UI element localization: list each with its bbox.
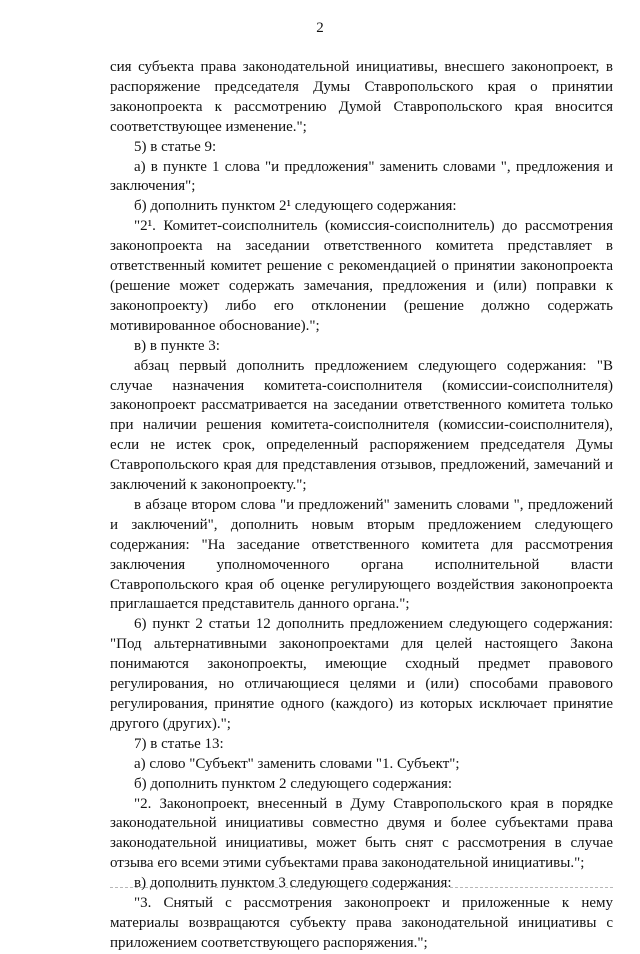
paragraph-first-addition: абзац первый дополнить предложением следующего содержания: "В случае назначения комитета-соисполнителя (комиссии-соисполнителя) законопроект рассматривается на заседании ответственного комитета только при наличии решения комитета-соисполнителя (комиссии-соисполнителя), если не истек срок, определенный распоряжением председателя Думы Ставропольского края для представления отзывов, предложений, замечаний и заключений к законопроекту."; xyxy=(110,357,613,494)
subitem-5a: а) в пункте 1 слова "и предложения" заменить словами ", предложения и заключения"; xyxy=(110,158,613,195)
subitem-5v: в) в пункте 3: xyxy=(134,337,220,354)
quoted-point-3: "3. Снятый с рассмотрения законопроект и приложенные к нему материалы возвращаются субъекту права законодательной инициативы с приложением соответствующего распоряжения."; xyxy=(110,895,613,951)
page-number: 2 xyxy=(316,20,324,36)
subitem-7a: а) слово "Субъект" заменить словами "1. Субъект"; xyxy=(134,755,460,772)
paragraph-second-amendment: в абзаце втором слова "и предложений" заменить словами ", предложений и заключений", дополнить новым вторым предложением следующего содержания: "На заседание ответственного комитета для рассмотрения заключения уполномоченного органа исполнительной власти Ставропольского края об оценке регулирующего воздействия законопроекта приглашается представитель данного органа."; xyxy=(110,496,613,613)
footer-rule xyxy=(110,887,613,889)
item-7-article-13: 7) в статье 13: xyxy=(134,735,224,752)
subitem-5b: б) дополнить пунктом 2¹ следующего содержания: xyxy=(134,198,457,215)
document-body xyxy=(110,58,613,954)
subitem-7v: в) дополнить пунктом 3 следующего содержания: xyxy=(134,875,452,892)
item-6-article-12: 6) пункт 2 статьи 12 дополнить предложением следующего содержания: "Под альтернативными законопроектами для целей настоящего Закона понимаются законопроекты, имеющие сходный предмет правового регулирования, но отличающиеся целями и (или) способами правового регулирования, принятие одного (каждого) из которых исключает принятие другого (других)."; xyxy=(110,616,613,732)
paragraph-continuation: сия субъекта права законодательной инициативы, внесшего законопроект, в распоряжение председателя Думы Ставропольского края о принятии законопроекта к рассмотрению Думой Ставропольского края вносится соответствующее изменение."; xyxy=(110,59,613,135)
quoted-point-2-1: "2¹. Комитет-соисполнитель (комиссия-соисполнитель) до рассмотрения законопроекта на заседании ответственного комитета представляет в ответственный комитет решение с рекомендацией о принятии законопроекта (решение может содержать замечания, предложения и (или) поправки к законопроекту) либо его отклонении (решение должно содержать мотивированное обоснование)."; xyxy=(110,218,613,334)
quoted-point-2: "2. Законопроект, внесенный в Думу Ставропольского края в порядке законодательной инициативы совместно двумя и более субъектами права законодательной инициативы, может быть снят с рассмотрения в случае отзыва его всеми этими субъектами права законодательной инициативы."; xyxy=(110,795,613,872)
item-5-article-9: 5) в статье 9: xyxy=(134,138,217,155)
subitem-7b: б) дополнить пунктом 2 следующего содержания: xyxy=(134,775,453,792)
